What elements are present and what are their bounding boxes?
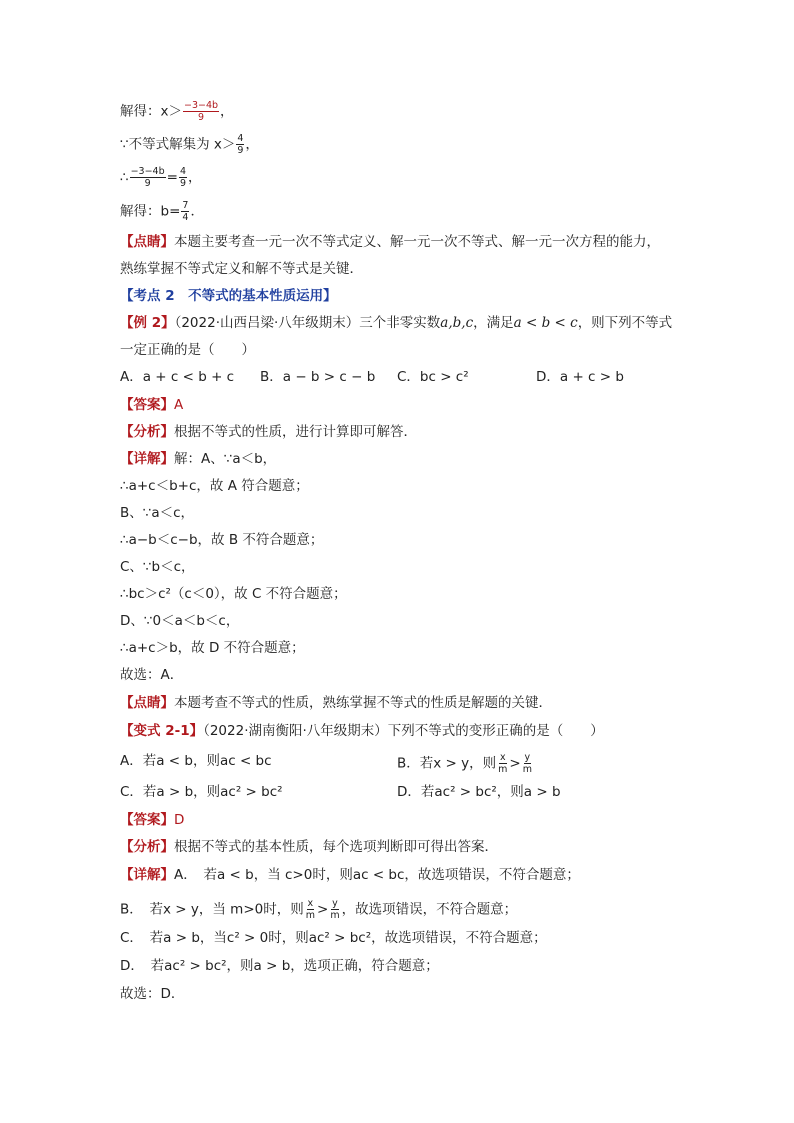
text: 根据不等式的基本性质，每个选项判断即可得出答案． — [174, 839, 498, 855]
text: 根据不等式的性质，进行计算即可解答． — [174, 424, 417, 440]
section-tag: 【详解】 — [120, 867, 174, 883]
kaodian-heading: 【考点 2 不等式的基本性质运用】 — [120, 288, 337, 304]
dianjing-1-line-b — [120, 260, 363, 278]
section-tag: 【答案】 — [120, 397, 174, 413]
detail-2-1-e: 故选：D． — [120, 986, 185, 1002]
detail-2-1-b — [120, 898, 517, 921]
text: ，满足 — [473, 315, 514, 331]
example-2-option-c: C．bc > c² — [397, 369, 469, 385]
denominator: m — [305, 910, 315, 921]
detail-2-c: B、∵a＜c， — [120, 505, 195, 521]
variant-2-1-line — [120, 722, 604, 740]
example-2-option-d: D．a + c > b — [536, 369, 624, 385]
text: 解得：x＞ — [120, 103, 182, 120]
fraction — [522, 752, 533, 775]
fraction — [181, 200, 189, 223]
denominator: m — [330, 910, 340, 921]
denominator: 9 — [237, 145, 244, 156]
fraction — [305, 898, 316, 921]
text: ∴ — [120, 169, 129, 186]
solve-line-3 — [120, 166, 202, 189]
answer-2-1 — [120, 811, 184, 829]
text: = — [166, 169, 178, 186]
variant-2-1-option-b — [397, 752, 534, 775]
text: ， — [188, 169, 202, 186]
text: 解得：b= — [120, 203, 181, 220]
numerator: x — [307, 898, 314, 909]
fraction — [236, 133, 244, 156]
detail-2-d: ∴a−b＜c−b，故 B 不符合题意； — [120, 532, 324, 548]
denominator: 9 — [179, 178, 186, 189]
source: （2022·湖南衡阳·八年级期末） — [203, 723, 388, 739]
detail-2-g: D、∵0＜a＜b＜c， — [120, 613, 240, 629]
fraction — [179, 166, 187, 189]
denominator: m — [498, 764, 508, 775]
text: ， — [245, 136, 259, 153]
text: ． — [190, 203, 204, 220]
example-2-option-a: A．a + c < b + c — [120, 369, 235, 385]
section-tag: 【点睛】 — [120, 695, 174, 711]
source: （2022·山西吕梁·八年级期末） — [174, 315, 360, 331]
example-2-option-b: B．a − b > c − b — [260, 369, 376, 385]
text: 熟练掌握不等式定义和解不等式是关键． — [120, 261, 363, 277]
text: ∵不等式解集为 x＞ — [120, 136, 236, 153]
text: ， — [220, 103, 234, 120]
denominator: 9 — [144, 178, 151, 189]
denominator: 4 — [182, 212, 189, 223]
solve-line-2 — [120, 133, 259, 156]
math: a < b < c — [513, 315, 578, 331]
detail-2-1-d: D． 若ac² > bc²，则a > b，选项正确，符合题意； — [120, 958, 439, 974]
solve-line-1 — [120, 100, 234, 123]
fraction — [329, 898, 340, 921]
fraction — [497, 752, 508, 775]
text: B．若x > y，则 — [397, 755, 497, 772]
math: a,b,c — [440, 315, 474, 331]
dianjing-2 — [120, 694, 552, 712]
solve-line-4 — [120, 200, 204, 223]
numerator: −3−4b — [184, 100, 219, 111]
numerator: x — [499, 752, 506, 763]
denominator: m — [522, 764, 532, 775]
variant-2-1-option-d: D．若ac² > bc²，则a > b — [397, 784, 561, 800]
section-tag: 【分析】 — [120, 424, 174, 440]
section-tag: 【点睛】 — [120, 234, 174, 250]
numerator: y — [524, 752, 531, 763]
numerator: y — [332, 898, 338, 909]
text: > — [509, 755, 521, 772]
analysis-2 — [120, 423, 417, 441]
text: ，则下列不等式 — [577, 315, 673, 331]
text: 本题考查不等式的性质，熟练掌握不等式的性质是解题的关键． — [174, 695, 552, 711]
detail-2-i: 故选：A． — [120, 667, 184, 683]
detail-2-f: ∴bc＞c²（c＜0），故 C 不符合题意； — [120, 586, 347, 602]
text: B． 若x > y，当 m>0时，则 — [120, 901, 304, 918]
detail-2-1-a — [120, 866, 580, 884]
answer-value: D — [174, 812, 185, 828]
numerator: 4 — [179, 166, 186, 177]
dianjing-1-line-a — [120, 233, 660, 251]
answer-2 — [120, 396, 183, 414]
fraction — [183, 100, 219, 123]
text: A． 若a < b，当 c>0时，则ac < bc，故选项错误，不符合题意； — [174, 867, 580, 883]
detail-2-a — [120, 450, 276, 468]
example-2-line-b: 一定正确的是（ ） — [120, 342, 255, 358]
answer-value: A — [174, 397, 184, 413]
example-2-line-a — [120, 314, 672, 332]
fraction — [130, 166, 166, 189]
section-tag: 【分析】 — [120, 839, 174, 855]
analysis-2-1 — [120, 838, 498, 856]
section-tag: 【例 2】 — [120, 315, 175, 331]
section-tag: 【变式 2-1】 — [120, 723, 204, 739]
detail-2-h: ∴a+c＞b，故 D 不符合题意； — [120, 640, 305, 656]
text: 解：A、∵a＜b， — [174, 451, 277, 467]
text: 本题主要考查一元一次不等式定义、解一元一次不等式、解一元一次方程的能力， — [174, 234, 660, 250]
text: > — [317, 901, 329, 918]
detail-2-b: ∴a+c＜b+c，故 A 符合题意； — [120, 478, 309, 494]
text: 下列不等式的变形正确的是（ ） — [387, 723, 604, 739]
text: ，故选项错误，不符合题意； — [341, 901, 518, 918]
denominator: 9 — [198, 112, 205, 123]
text: 三个非零实数 — [359, 315, 441, 331]
variant-2-1-option-a: A．若a < b，则ac < bc — [120, 753, 272, 769]
detail-2-e: C、∵b＜c， — [120, 559, 195, 575]
numerator: 4 — [237, 133, 244, 144]
section-tag: 【详解】 — [120, 451, 174, 467]
detail-2-1-c: C． 若a > b，当c² > 0时，则ac² > bc²，故选项错误，不符合题意； — [120, 930, 547, 946]
numerator: −3−4b — [130, 166, 165, 177]
numerator: 7 — [182, 200, 189, 211]
variant-2-1-option-c: C．若a > b，则ac² > bc² — [120, 784, 283, 800]
section-tag: 【答案】 — [120, 812, 174, 828]
